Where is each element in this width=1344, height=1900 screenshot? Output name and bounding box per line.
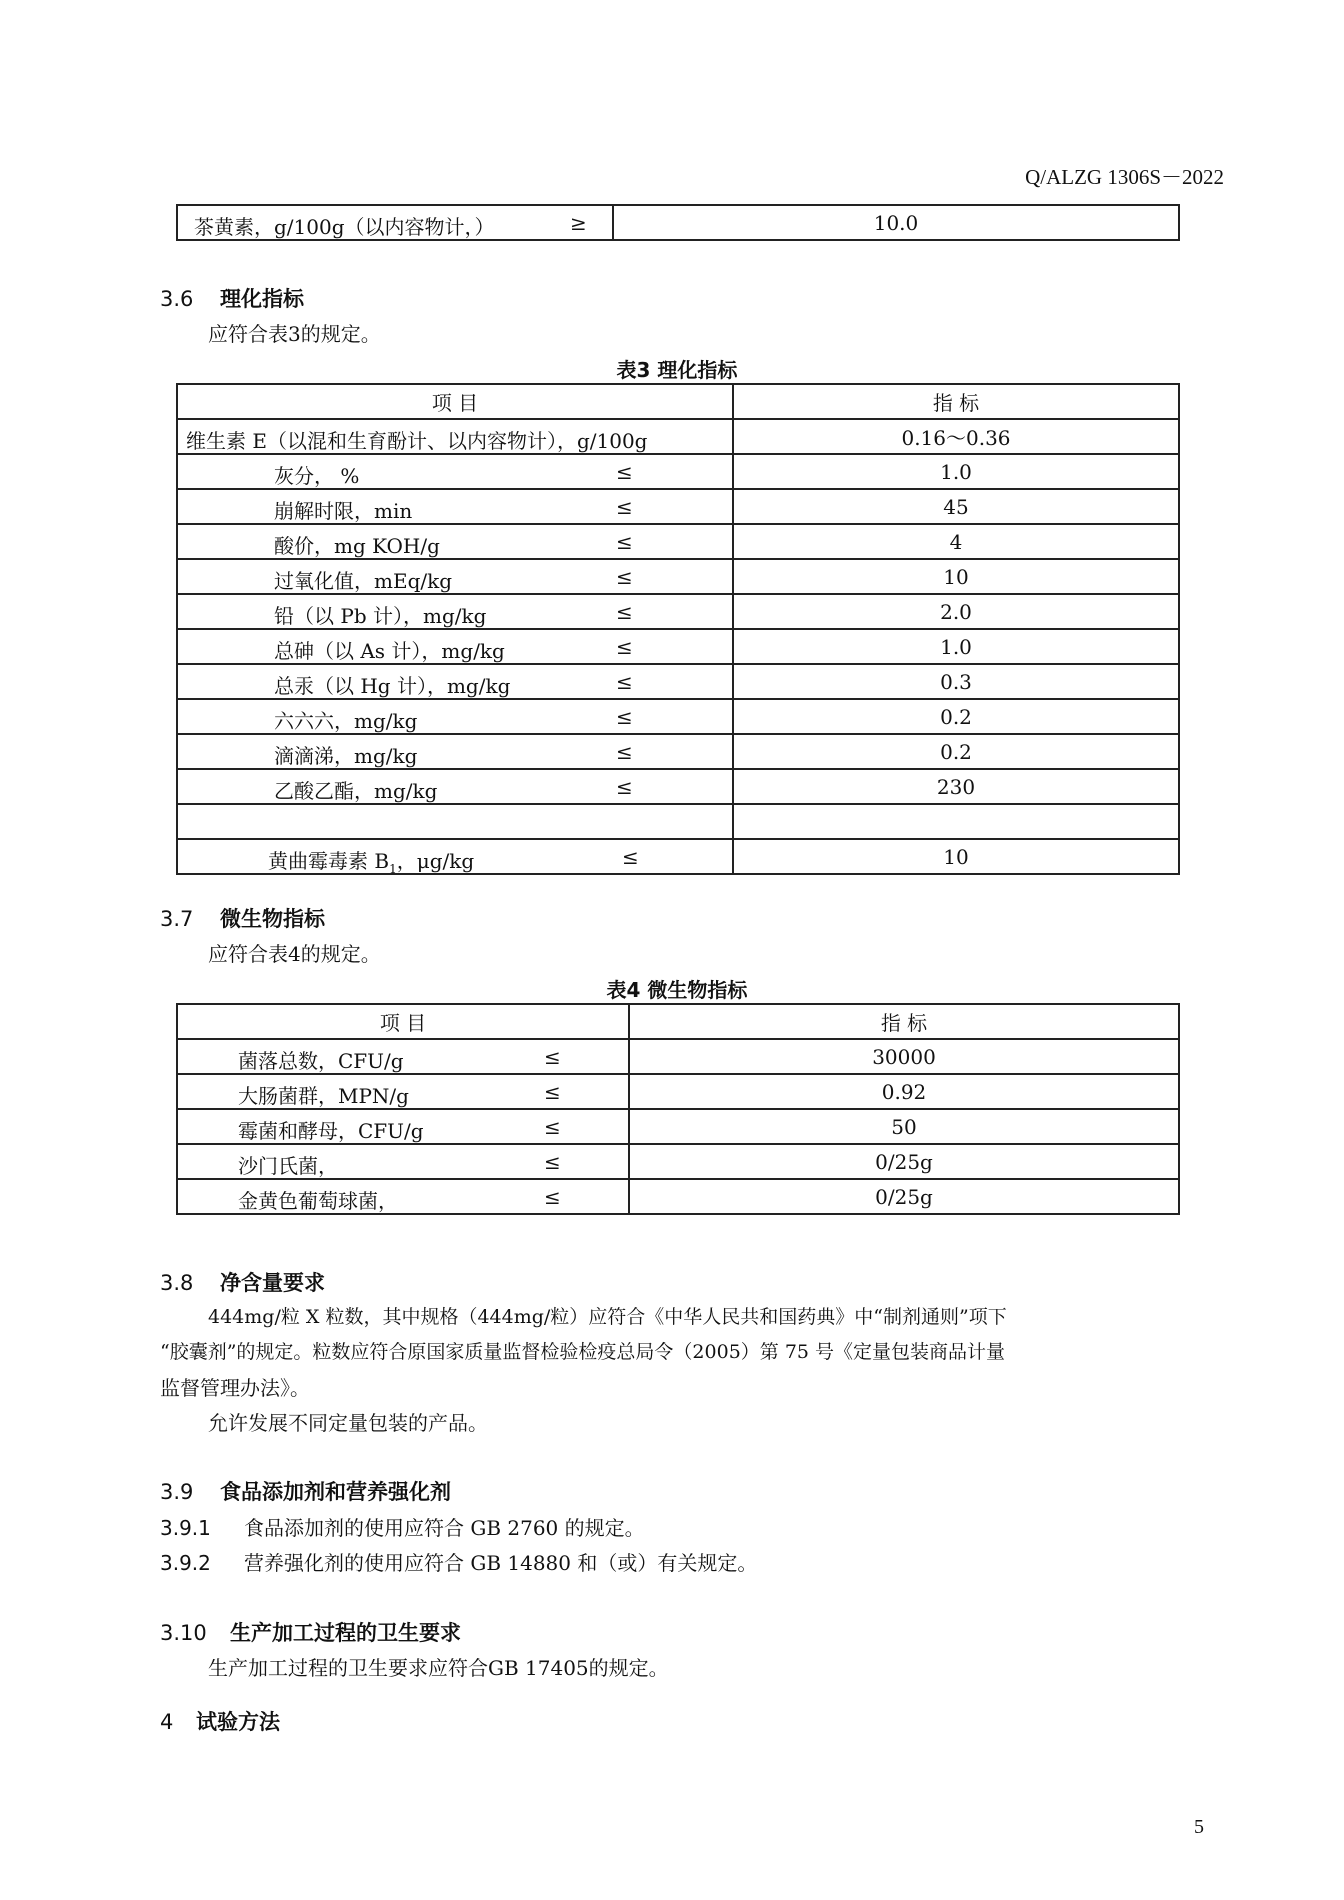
value-cell: 10 xyxy=(733,559,1179,594)
section-heading-3-8 xyxy=(160,1267,325,1297)
item-name: 维生素 E（以混和生育酚计、以内容物计），g/100g xyxy=(186,429,648,453)
section-title: 生产加工过程的卫生要求 xyxy=(230,1621,461,1645)
section-number: 3.9 xyxy=(160,1480,194,1504)
paragraph-line: 监督管理办法》。 xyxy=(160,1376,310,1400)
table-header-row xyxy=(177,1004,1179,1039)
item-name: 金黄色葡萄球菌， xyxy=(238,1189,398,1213)
subsection-text: 营养强化剂的使用应符合 GB 14880 和（或）有关规定。 xyxy=(244,1551,758,1575)
continued-table xyxy=(176,204,1180,241)
item-name: 黄曲霉毒素 $B_1$，μg/kg xyxy=(268,849,475,874)
item-name: 酸价，mg KOH/g xyxy=(274,534,440,558)
operator: ≤ xyxy=(544,1185,561,1209)
section-heading-3-10 xyxy=(160,1617,461,1647)
section-title: 试验方法 xyxy=(196,1710,280,1734)
section-number: 4 xyxy=(160,1710,174,1734)
table-row xyxy=(177,769,1179,804)
operator: ≤ xyxy=(616,705,633,729)
item-name: 过氧化值，mEq/kg xyxy=(274,569,453,593)
value-cell: 10 xyxy=(733,839,1179,874)
section-title: 净含量要求 xyxy=(220,1271,325,1295)
subsection-3-9-2 xyxy=(160,1547,757,1576)
table-row xyxy=(177,804,1179,839)
table-row xyxy=(177,524,1179,559)
operator: ≤ xyxy=(616,530,633,554)
value-cell: 0.3 xyxy=(733,664,1179,699)
section-heading-3-6 xyxy=(160,283,304,313)
value-cell: 45 xyxy=(733,489,1179,524)
table-row xyxy=(177,1179,1179,1214)
operator: ≤ xyxy=(616,635,633,659)
value-cell: 0/25g xyxy=(629,1179,1179,1214)
item-name: 六六六，mg/kg xyxy=(274,709,418,733)
section-number: 3.8 xyxy=(160,1271,194,1295)
standard-code: Q/ALZG 1306S－2022 xyxy=(1025,165,1224,189)
table-row xyxy=(177,1144,1179,1179)
section-title: 食品添加剂和营养强化剂 xyxy=(220,1480,451,1504)
table-caption: 表4 微生物指标 xyxy=(606,978,748,1002)
item-name: 滴滴涕，mg/kg xyxy=(274,744,418,768)
table-header-row xyxy=(177,384,1179,419)
operator: ≤ xyxy=(616,495,633,519)
value-cell: 50 xyxy=(629,1109,1179,1144)
operator: ≤ xyxy=(544,1045,561,1069)
operator: ≥ xyxy=(570,211,587,235)
header-value: 指 标 xyxy=(629,1004,1179,1039)
item-name: 乙酸乙酯，mg/kg xyxy=(274,779,438,803)
item-name: 铅（以 Pb 计），mg/kg xyxy=(274,604,487,628)
table-row xyxy=(177,1039,1179,1074)
operator: ≤ xyxy=(544,1150,561,1174)
item-cell xyxy=(177,419,733,454)
table-row xyxy=(177,629,1179,664)
section-title: 理化指标 xyxy=(220,287,304,311)
value-cell: 0/25g xyxy=(629,1144,1179,1179)
operator: ≤ xyxy=(616,670,633,694)
value-cell: 0.2 xyxy=(733,734,1179,769)
table-row xyxy=(177,594,1179,629)
paragraph-line: 允许发展不同定量包装的产品。 xyxy=(208,1411,488,1435)
operator: ≤ xyxy=(616,460,633,484)
operator: ≤ xyxy=(616,775,633,799)
table-caption: 表3 理化指标 xyxy=(616,358,738,382)
value-cell: 0.92 xyxy=(629,1074,1179,1109)
section-heading-4 xyxy=(160,1706,280,1736)
value-cell: 1.0 xyxy=(733,629,1179,664)
section-heading-3-7 xyxy=(160,903,325,933)
table-row xyxy=(177,734,1179,769)
value-cell: 10.0 xyxy=(613,205,1179,240)
table-row xyxy=(177,489,1179,524)
subsection-number: 3.9.1 xyxy=(160,1516,211,1540)
physicochemical-table xyxy=(176,383,1180,875)
microbiological-table xyxy=(176,1003,1180,1215)
section-heading-3-9 xyxy=(160,1476,451,1506)
header-item: 项 目 xyxy=(177,384,733,419)
table-row xyxy=(177,559,1179,594)
item-name: 沙门氏菌， xyxy=(238,1154,338,1178)
paragraph-line: 444mg/粒 X 粒数，其中规格（444mg/粒）应符合《中华人民共和国药典》中“制剂通则”项下 xyxy=(208,1306,1007,1328)
operator: ≤ xyxy=(616,600,633,624)
header-item: 项 目 xyxy=(177,1004,629,1039)
value-cell: 4 xyxy=(733,524,1179,559)
value-cell xyxy=(733,804,1179,839)
operator: ≤ xyxy=(544,1080,561,1104)
operator: ≤ xyxy=(616,740,633,764)
item-name: 大肠菌群，MPN/g xyxy=(238,1084,409,1108)
item-name: 茶黄素，g/100g（以内容物计，） xyxy=(194,215,495,239)
section-text: 应符合表3的规定。 xyxy=(208,322,381,346)
value-cell: 30000 xyxy=(629,1039,1179,1074)
table-row xyxy=(177,205,1179,240)
operator: ≤ xyxy=(622,845,639,869)
subsection-number: 3.9.2 xyxy=(160,1551,211,1575)
section-number: 3.10 xyxy=(160,1621,207,1645)
item-name: 灰分， % xyxy=(274,464,360,488)
value-cell: 1.0 xyxy=(733,454,1179,489)
table-row xyxy=(177,454,1179,489)
section-text: 应符合表4的规定。 xyxy=(208,942,381,966)
operator: ≤ xyxy=(544,1115,561,1139)
item-name: 总砷（以 As 计），mg/kg xyxy=(274,639,505,663)
page-number: 5 xyxy=(1194,1816,1204,1838)
table-row xyxy=(177,664,1179,699)
item-name: 菌落总数，CFU/g xyxy=(238,1049,404,1073)
item-name: 崩解时限，min xyxy=(274,499,413,523)
header-value: 指 标 xyxy=(733,384,1179,419)
value-cell: 0.2 xyxy=(733,699,1179,734)
table-row xyxy=(177,1074,1179,1109)
item-name: 霉菌和酵母，CFU/g xyxy=(238,1119,424,1143)
section-text: 生产加工过程的卫生要求应符合GB 17405的规定。 xyxy=(208,1656,669,1680)
section-number: 3.6 xyxy=(160,287,194,311)
value-cell: 230 xyxy=(733,769,1179,804)
section-title: 微生物指标 xyxy=(220,907,325,931)
table-row xyxy=(177,839,1179,874)
item-cell xyxy=(177,205,613,240)
subsection-text: 食品添加剂的使用应符合 GB 2760 的规定。 xyxy=(244,1516,645,1540)
table-row xyxy=(177,699,1179,734)
item-name: 总汞（以 Hg 计），mg/kg xyxy=(274,674,511,698)
table-row xyxy=(177,1109,1179,1144)
table-row xyxy=(177,419,1179,454)
paragraph-line: “胶囊剂”的规定。粒数应符合原国家质量监督检验检疫总局令（2005）第 75 号《定量包装商品计量 xyxy=(160,1341,1006,1363)
value-cell: 2.0 xyxy=(733,594,1179,629)
subsection-3-9-1 xyxy=(160,1512,645,1541)
operator: ≤ xyxy=(616,565,633,589)
value-cell: 0.16～0.36 xyxy=(733,419,1179,454)
section-number: 3.7 xyxy=(160,907,194,931)
